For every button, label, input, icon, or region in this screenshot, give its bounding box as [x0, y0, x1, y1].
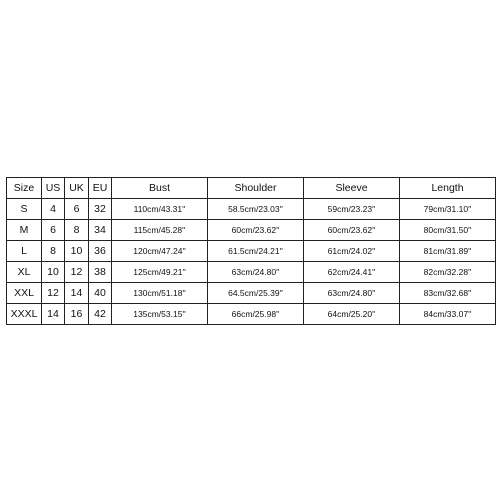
table-row	[7, 262, 496, 283]
cell-uk: 12	[65, 262, 89, 283]
cell-sleeve: 61cm/24.02''	[304, 241, 400, 262]
cell-size: XL	[7, 262, 42, 283]
cell-shoulder: 60cm/23.62''	[208, 220, 304, 241]
cell-length: 84cm/33.07''	[400, 304, 496, 325]
cell-eu: 32	[89, 199, 112, 220]
cell-us: 4	[42, 199, 65, 220]
header-us: US	[42, 178, 65, 199]
header-sleeve: Sleeve	[304, 178, 400, 199]
cell-eu: 42	[89, 304, 112, 325]
cell-us: 14	[42, 304, 65, 325]
header-eu: EU	[89, 178, 112, 199]
cell-length: 83cm/32.68''	[400, 283, 496, 304]
cell-shoulder: 58.5cm/23.03''	[208, 199, 304, 220]
cell-uk: 6	[65, 199, 89, 220]
cell-sleeve: 62cm/24.41''	[304, 262, 400, 283]
table-row	[7, 304, 496, 325]
cell-length: 79cm/31.10''	[400, 199, 496, 220]
header-shoulder: Shoulder	[208, 178, 304, 199]
cell-eu: 40	[89, 283, 112, 304]
cell-us: 12	[42, 283, 65, 304]
header-bust: Bust	[112, 178, 208, 199]
cell-uk: 14	[65, 283, 89, 304]
cell-shoulder: 63cm/24.80''	[208, 262, 304, 283]
cell-eu: 38	[89, 262, 112, 283]
cell-shoulder: 66cm/25.98''	[208, 304, 304, 325]
cell-uk: 10	[65, 241, 89, 262]
cell-sleeve: 64cm/25.20''	[304, 304, 400, 325]
header-size: Size	[7, 178, 42, 199]
cell-bust: 125cm/49.21''	[112, 262, 208, 283]
cell-bust: 130cm/51.18''	[112, 283, 208, 304]
size-chart-table	[6, 177, 496, 325]
table-row	[7, 199, 496, 220]
cell-size: XXL	[7, 283, 42, 304]
cell-us: 8	[42, 241, 65, 262]
cell-bust: 120cm/47.24''	[112, 241, 208, 262]
cell-bust: 135cm/53.15''	[112, 304, 208, 325]
cell-shoulder: 61.5cm/24.21''	[208, 241, 304, 262]
table-row	[7, 241, 496, 262]
cell-uk: 16	[65, 304, 89, 325]
table-header-row	[7, 178, 496, 199]
cell-sleeve: 59cm/23.23''	[304, 199, 400, 220]
cell-eu: 36	[89, 241, 112, 262]
cell-us: 6	[42, 220, 65, 241]
cell-sleeve: 60cm/23.62''	[304, 220, 400, 241]
cell-length: 82cm/32.28''	[400, 262, 496, 283]
cell-eu: 34	[89, 220, 112, 241]
cell-bust: 115cm/45.28''	[112, 220, 208, 241]
header-uk: UK	[65, 178, 89, 199]
header-length: Length	[400, 178, 496, 199]
cell-size: S	[7, 199, 42, 220]
table-row	[7, 283, 496, 304]
cell-size: XXXL	[7, 304, 42, 325]
cell-uk: 8	[65, 220, 89, 241]
cell-sleeve: 63cm/24.80''	[304, 283, 400, 304]
table-row	[7, 220, 496, 241]
cell-length: 81cm/31.89''	[400, 241, 496, 262]
cell-size: M	[7, 220, 42, 241]
cell-shoulder: 64.5cm/25.39''	[208, 283, 304, 304]
cell-size: L	[7, 241, 42, 262]
cell-bust: 110cm/43.31''	[112, 199, 208, 220]
cell-us: 10	[42, 262, 65, 283]
cell-length: 80cm/31.50''	[400, 220, 496, 241]
